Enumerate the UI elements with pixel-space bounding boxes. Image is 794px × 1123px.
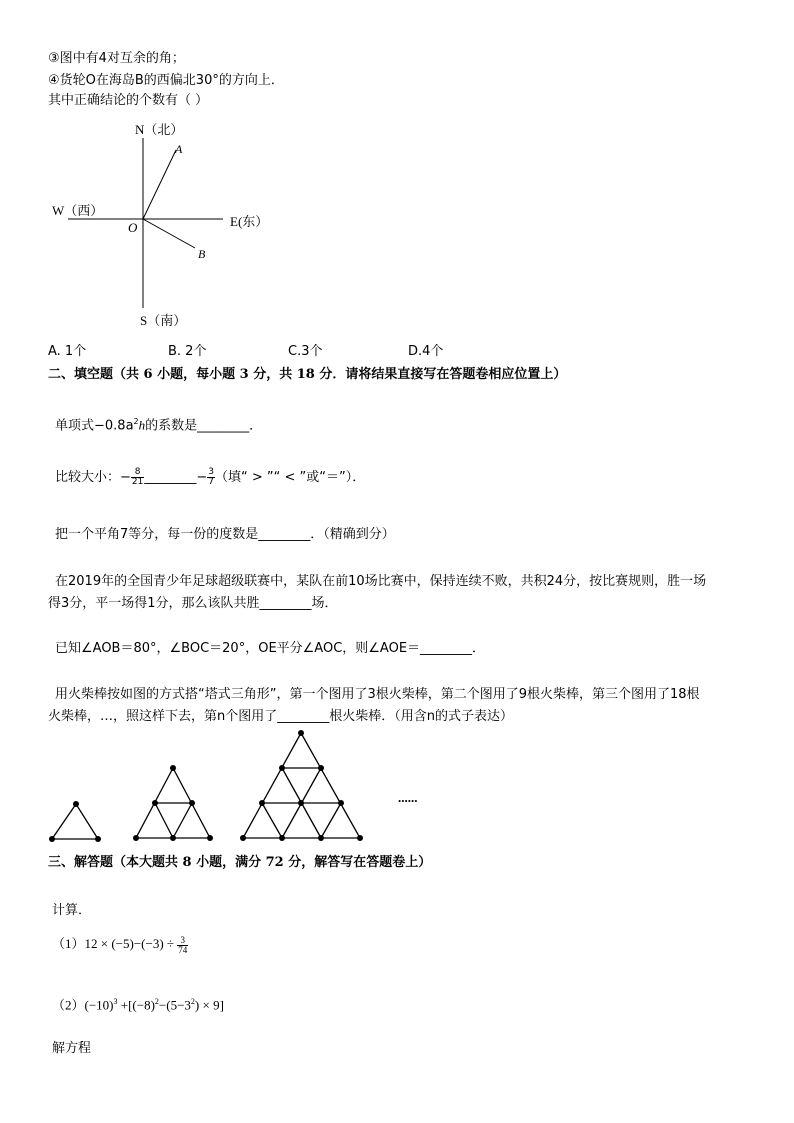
option-d: D.4个 [408,344,444,359]
fraction-3-74: $\frac{3}{74}$ [178,934,188,955]
statement-4: ④货轮O在海岛B的西偏北30°的方向上． [48,73,284,88]
option-a: A. 1个 [48,344,87,359]
section-2-heading: 二、填空题（共 6 小题，每小题 3 分，共 18 分．请将结果直接写在答题卷相应位置上） [48,367,567,382]
fill-question-6-line-2: 火柴棒，…，照这样下去，第n个图用了________根火柴棒．（用含n的式子表达） [48,709,513,724]
statement-3: ③图中有4对互余的角； [48,51,185,66]
fill-question-5: 已知∠AOB＝80°，∠BOC＝20°，OE平分∠AOC，则∠AOE＝________． [55,641,486,656]
fill-question-6-line-1: 用火柴棒按如图的方式搭“塔式三角形”，第一个图用了3根火柴棒，第二个图用了9根火柴棒，第三个图用了18根 [55,687,700,702]
calc-problem-2: $(2)(-10)^3 +[(-8)^2-(5-3^2) \times 9]$ [52,997,224,1013]
fill-question-2: 比较大小：− $\frac{8}{21}$ ________− $\frac{3}{7}$ （填“ > ”“ < ”或“＝”）． [55,467,366,487]
section-3-heading: 三、解答题（本大题共 8 小题，满分 72 分，解答写在答题卷上） [48,855,432,870]
ellipsis: ...... [398,790,418,805]
option-c: C.3个 [288,344,323,359]
point-a-label: A [175,142,183,156]
compass-diagram [40,118,340,333]
matchstick-triangles [40,728,440,848]
origin-label: O [128,220,138,235]
equation-title: 解方程 [52,1041,92,1056]
option-b: B. 2个 [168,344,207,359]
fill-question-4-line-2: 得3分，平一场得1分，那么该队共胜________场． [48,596,338,611]
calc-title: 计算． [52,903,92,918]
east-label: E(东） [230,214,269,229]
fill-question-1: 单项式$-0.8a^2h$的系数是________． [55,417,263,434]
south-label: S（南） [140,313,187,328]
calc-problem-1: （1）12 × (−5)−(−3) ÷ $\frac{3}{74}$ [52,934,188,955]
fill-question-3: 把一个平角7等分，每一份的度数是________．（精确到分） [55,527,395,542]
fraction-8-21: $\frac{8}{21}$ [131,467,144,487]
fill-question-4-line-1: 在2019年的全国青少年足球超级联赛中，某队在前10场比赛中，保持连续不败，共积24分，按比赛规则，胜一场 [55,574,707,589]
west-label: W（西） [52,203,104,218]
question-prompt: 其中正确结论的个数有（ ） [48,93,209,108]
fraction-3-7: $\frac{3}{7}$ [208,467,214,487]
north-label: N（北） [135,122,184,137]
point-b-label: B [198,247,206,261]
